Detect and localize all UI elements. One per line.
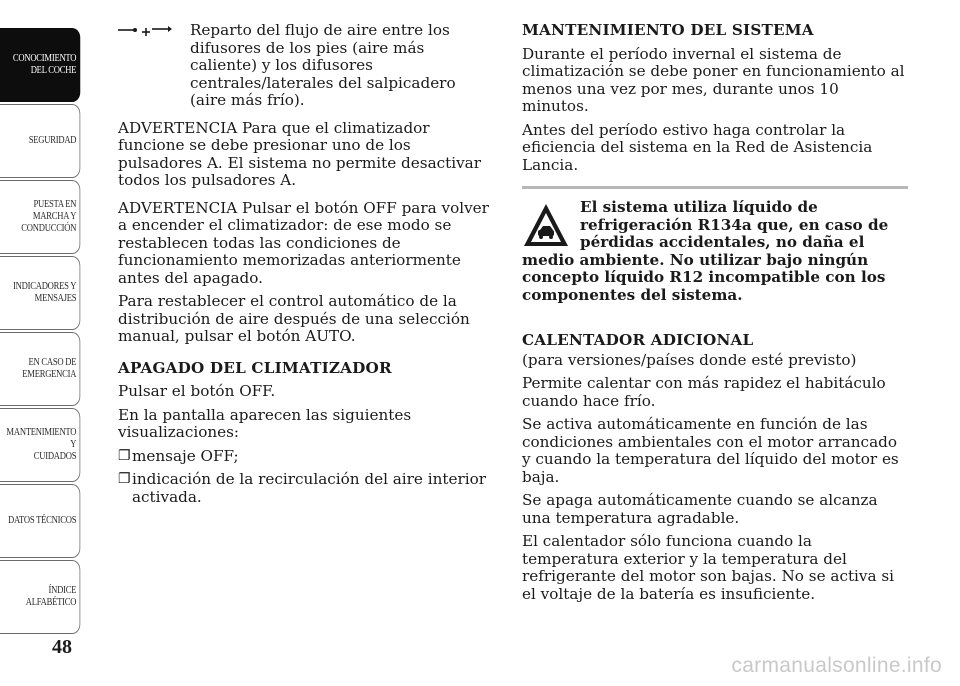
right-column xyxy=(522,22,908,609)
heading-mantenimiento: MANTENIMIENTO DEL SISTEMA xyxy=(522,21,814,39)
heading-apagado: APAGADO DEL CLIMATIZADOR xyxy=(118,358,392,377)
list-item xyxy=(118,448,496,466)
car-warning-icon xyxy=(522,201,570,249)
section-divider xyxy=(522,186,908,189)
press-off-paragraph: Pulsar el botón OFF. xyxy=(118,382,276,400)
tab-conocimiento-del-coche[interactable] xyxy=(0,28,80,102)
warning-paragraph-1: ADVERTENCIA Para que el climatizador funcione se debe presionar uno de los pulsadores A. El sistema no permite desactivar todos los pulsadores A. xyxy=(118,118,481,189)
heater-paragraph-1: Permite calentar con más rapidez el habitáculo cuando hace frío. xyxy=(522,374,886,410)
watermark: carmanualsonline.info xyxy=(731,654,942,677)
list-item-text: mensaje OFF; xyxy=(132,446,239,465)
tab-indice-alfabetico[interactable] xyxy=(0,560,80,634)
tab-seguridad[interactable] xyxy=(0,104,80,178)
tab-en-caso-de-emergencia[interactable] xyxy=(0,332,80,406)
maintenance-paragraph-2: Antes del período estivo haga controlar la eficiencia del sistema en la Red de Asistencia Lancia. xyxy=(522,120,873,174)
heater-subtitle: (para versiones/países donde esté previsto) xyxy=(522,350,857,369)
restore-paragraph: Para restablecer el control automático de la distribución de aire después de una selección manual, pulsar el botón AUTO. xyxy=(118,292,470,345)
list-item-text: indicación de la recirculación del aire interior activada. xyxy=(132,470,486,506)
air-distribution-row xyxy=(118,22,496,110)
tab-mantenimiento-y-cuidados[interactable] xyxy=(0,408,80,482)
heater-paragraph-2: Se activa automáticamente en función de las condiciones ambientales con el motor arrancado y cuando la temperatura del líquido del motor es baja. xyxy=(522,415,899,486)
checkbox-bullet-icon: ❐ xyxy=(118,447,131,464)
tab-label: MANTENIMIENTO Y CUIDADOS xyxy=(6,427,77,462)
warning-box xyxy=(522,199,908,304)
tab-label: CONOCIMIENTO DEL COCHE xyxy=(12,53,77,76)
tab-label: PUESTA EN MARCHA Y CONDUCCIÓN xyxy=(21,199,77,234)
tab-label: EN CASO DE EMERGENCIA xyxy=(22,357,77,380)
tab-indicadores-y-mensajes[interactable] xyxy=(0,256,80,330)
warning-paragraph-2: ADVERTENCIA Pulsar el botón OFF para volver a encender el climatizador: de ese modo se restablecen todas las condiciones de funcionamiento memorizadas anteriormente antes del apagado. xyxy=(118,198,489,287)
tab-label: ÍNDICE ALFABÉTICO xyxy=(25,585,77,608)
list-item xyxy=(118,471,496,506)
tab-puesta-en-marcha[interactable] xyxy=(0,180,80,254)
tab-label: DATOS TÉCNICOS xyxy=(8,515,77,526)
heater-paragraph-3: Se apaga automáticamente cuando se alcanza una temperatura agradable. xyxy=(522,491,878,527)
maintenance-paragraph-1: Durante el período invernal el sistema de climatización se debe poner en funcionamiento al menos una vez por mes, durante unos 10 minutos. xyxy=(522,44,905,115)
airflow-split-icon xyxy=(118,22,190,110)
warning-text: El sistema utiliza líquido de refrigeración R134a que, en caso de pérdidas accidentales, no daña el medio ambiente. No utilizar bajo ningún concepto líquido R12 incompatible con los componentes del sistema. xyxy=(522,198,889,304)
checkbox-bullet-icon: ❐ xyxy=(118,471,131,487)
tab-label: INDICADORES Y MENSAJES xyxy=(13,281,77,304)
heater-paragraph-4: El calentador sólo funciona cuando la temperatura exterior y la temperatura del refrigerante del motor son bajas. No se activa si el voltaje de la batería es insuficiente. xyxy=(522,532,895,603)
heading-calentador: CALENTADOR ADICIONAL xyxy=(522,331,754,349)
page-number: 48 xyxy=(52,636,72,658)
display-intro-paragraph: En la pantalla aparecen las siguientes visualizaciones: xyxy=(118,405,412,441)
tab-datos-tecnicos[interactable] xyxy=(0,484,80,558)
tab-label: SEGURIDAD xyxy=(28,135,77,146)
left-column xyxy=(118,22,496,512)
air-distribution-text: Reparto del flujo de aire entre los difusores de los pies (aire más caliente) y los difusores centrales/laterales del salpicadero (aire más frío). xyxy=(190,21,456,109)
